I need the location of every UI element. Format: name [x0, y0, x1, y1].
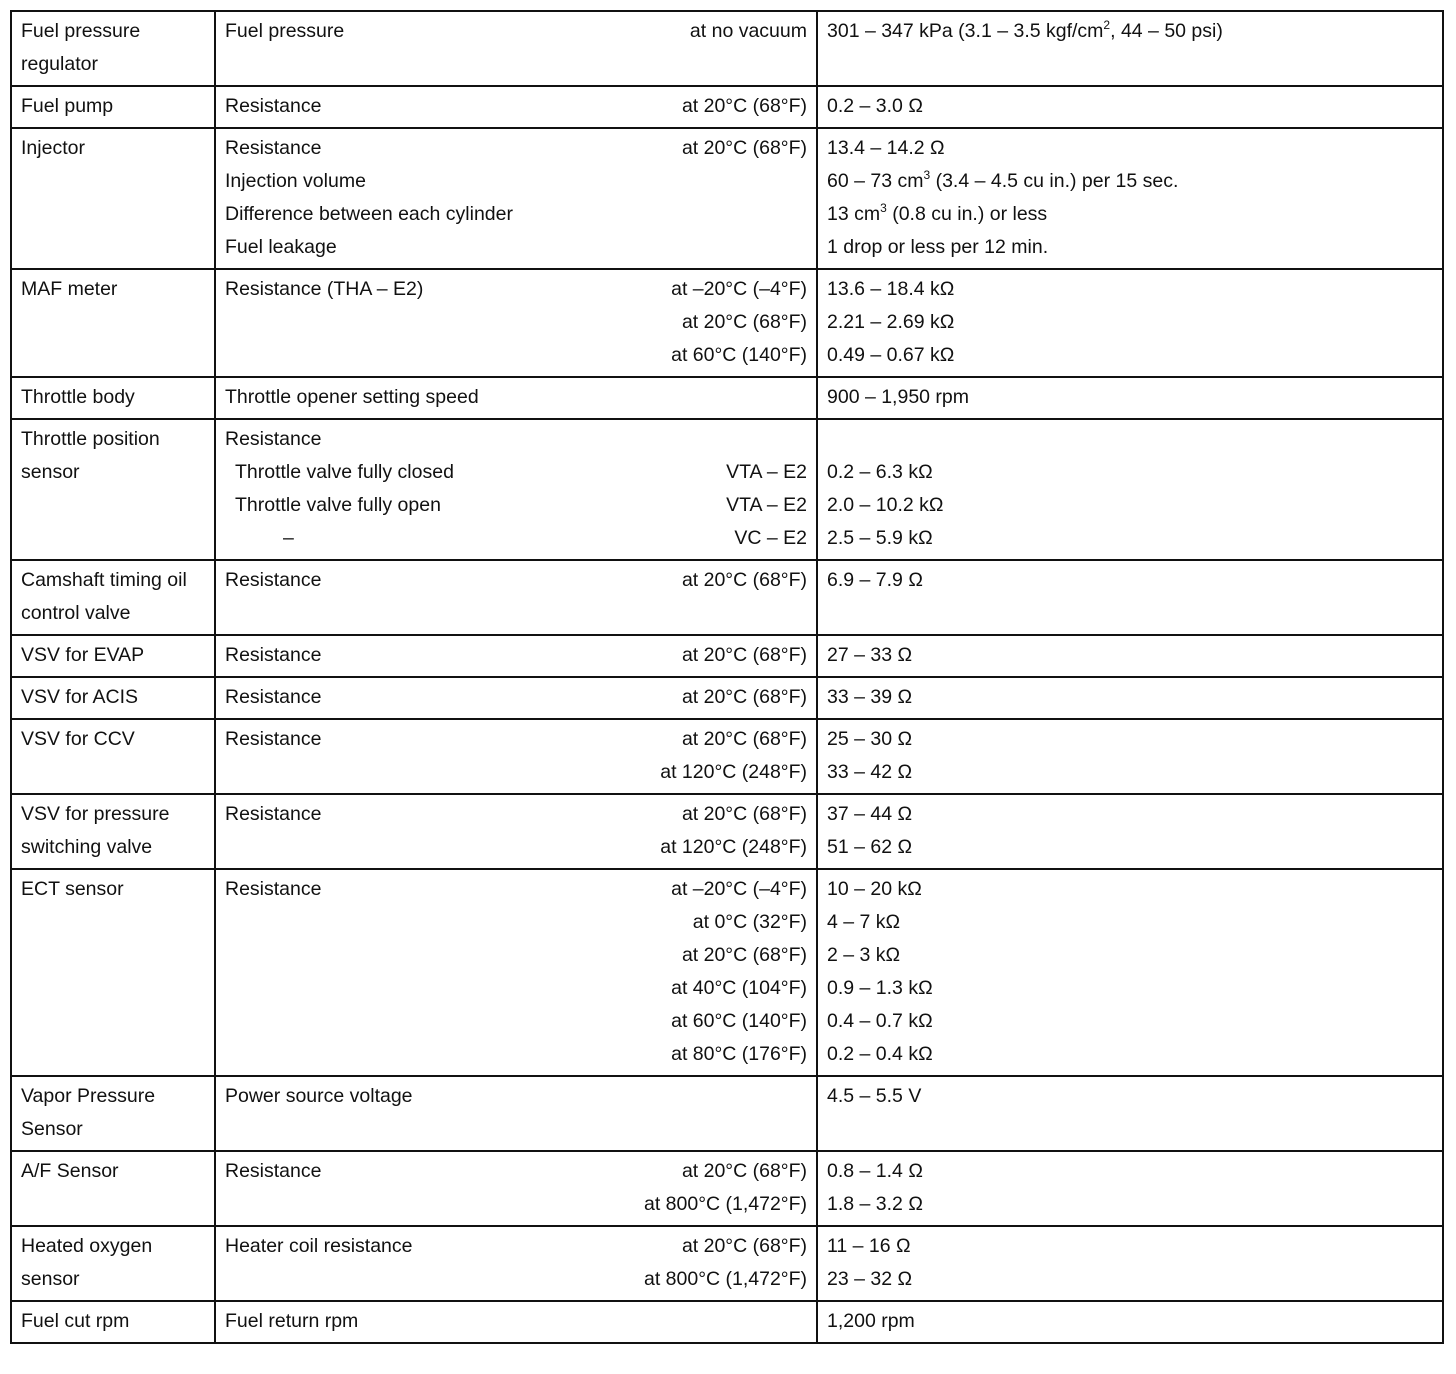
table-row-injector — [11, 128, 1443, 269]
item-label: Difference between each cylinder — [225, 203, 513, 225]
condition-label: at 20°C (68°F) — [681, 728, 807, 750]
table-row-ect-sensor — [11, 869, 1443, 1076]
item-cell — [215, 635, 817, 677]
spec-value: 0.2 – 0.4 kΩ — [827, 1043, 933, 1065]
condition-label: VTA – E2 — [726, 461, 807, 483]
item-label: Resistance — [225, 569, 322, 591]
table-row-fuel-pressure-regulator — [11, 11, 1443, 86]
table-row-af-sensor — [11, 1151, 1443, 1226]
condition-label: at 20°C (68°F) — [681, 1235, 807, 1257]
spec-value: 13.6 – 18.4 kΩ — [827, 278, 955, 300]
item-label: Fuel return rpm — [225, 1310, 359, 1332]
item-label: Heater coil resistance — [225, 1235, 413, 1257]
value-cell — [817, 86, 1443, 128]
condition-label: at 20°C (68°F) — [681, 95, 807, 117]
component-cell — [11, 560, 215, 635]
spec-value: 1,200 rpm — [827, 1310, 915, 1332]
condition-label: at 20°C (68°F) — [681, 311, 807, 333]
condition-label: at 20°C (68°F) — [681, 644, 807, 666]
component-cell — [11, 635, 215, 677]
component-name: VSV for pressure switching valve — [21, 803, 170, 858]
value-cell — [817, 719, 1443, 794]
component-cell — [11, 377, 215, 419]
component-cell — [11, 869, 215, 1076]
spec-value: 10 – 20 kΩ — [827, 878, 922, 900]
item-cell — [215, 794, 817, 869]
value-cell — [817, 1076, 1443, 1151]
spec-value: 2.21 – 2.69 kΩ — [827, 311, 955, 333]
item-cell — [215, 869, 817, 1076]
value-cell — [817, 11, 1443, 86]
component-name: Fuel cut rpm — [21, 1310, 130, 1332]
value-cell — [817, 1226, 1443, 1301]
item-label: Throttle valve fully closed — [235, 461, 454, 483]
spec-value: 51 – 62 Ω — [827, 836, 913, 858]
spec-value: 0.9 – 1.3 kΩ — [827, 977, 933, 999]
item-cell — [215, 1151, 817, 1226]
value-cell — [817, 869, 1443, 1076]
spec-value: 11 – 16 Ω — [827, 1235, 911, 1257]
spec-value: 33 – 42 Ω — [827, 761, 913, 783]
spec-value: 0.4 – 0.7 kΩ — [827, 1010, 933, 1032]
value-cell — [817, 377, 1443, 419]
component-name: VSV for ACIS — [21, 686, 139, 708]
component-name: Throttle body — [21, 386, 135, 408]
item-label: Resistance — [225, 686, 322, 708]
item-label: Resistance — [225, 1160, 322, 1182]
value-cell — [817, 560, 1443, 635]
item-label: Resistance — [225, 644, 322, 666]
component-cell — [11, 1076, 215, 1151]
item-cell — [215, 560, 817, 635]
condition-label: at 20°C (68°F) — [681, 137, 807, 159]
item-cell — [215, 11, 817, 86]
item-label: Resistance — [225, 137, 322, 159]
specification-table — [10, 10, 1444, 1344]
component-name: VSV for EVAP — [21, 644, 145, 666]
condition-label: at 20°C (68°F) — [681, 944, 807, 966]
spec-value: 1.8 – 3.2 Ω — [827, 1193, 923, 1215]
spec-value: 1 drop or less per 12 min. — [827, 236, 1049, 258]
spec-value: 0.2 – 6.3 kΩ — [827, 461, 933, 483]
condition-label: VC – E2 — [734, 527, 807, 549]
value-cell — [817, 1301, 1443, 1343]
condition-label: at 120°C (248°F) — [660, 836, 807, 858]
item-label: Throttle valve fully open — [235, 494, 441, 516]
spec-value: 0.2 – 3.0 Ω — [827, 95, 923, 117]
item-label: Power source voltage — [225, 1085, 413, 1107]
item-label: Injection volume — [225, 170, 366, 192]
component-cell — [11, 11, 215, 86]
spec-value: 13.4 – 14.2 Ω — [827, 137, 945, 159]
spec-value: 2.5 – 5.9 kΩ — [827, 527, 933, 549]
condition-label: at 20°C (68°F) — [681, 686, 807, 708]
spec-value: 6.9 – 7.9 Ω — [827, 569, 923, 591]
component-cell — [11, 1226, 215, 1301]
value-cell — [817, 635, 1443, 677]
table-row-fuel-cut-rpm — [11, 1301, 1443, 1343]
spec-value: 301 – 347 kPa (3.1 – 3.5 kgf/$cm^2$, 44 – 50 psi) — [827, 17, 1223, 42]
spec-value: 900 – 1,950 rpm — [827, 386, 970, 408]
item-cell — [215, 377, 817, 419]
value-cell — [817, 269, 1443, 377]
component-name: Fuel pressure regulator — [21, 20, 141, 75]
table-row-throttle-body — [11, 377, 1443, 419]
condition-label: at 60°C (140°F) — [671, 344, 807, 366]
spec-value: 13 $cm^3$ (0.8 cu in.) or less — [827, 200, 1048, 225]
table-row-vsv-ccv — [11, 719, 1443, 794]
component-name: A/F Sensor — [21, 1160, 119, 1182]
item-label: Fuel pressure — [225, 20, 345, 42]
condition-label: at –20°C (–4°F) — [671, 278, 807, 300]
value-cell — [817, 1151, 1443, 1226]
spec-value: 60 – 73 $cm^3$ (3.4 – 4.5 cu in.) per 15 sec. — [827, 167, 1179, 192]
item-cell — [215, 1226, 817, 1301]
component-cell — [11, 1151, 215, 1226]
table-row-vsv-acis — [11, 677, 1443, 719]
spec-value: 4.5 – 5.5 V — [827, 1085, 922, 1107]
condition-label: at 0°C (32°F) — [692, 911, 807, 933]
table-row-vapor-pressure-sensor — [11, 1076, 1443, 1151]
condition-label: at 20°C (68°F) — [681, 803, 807, 825]
spec-value: 0.8 – 1.4 Ω — [827, 1160, 923, 1182]
component-cell — [11, 419, 215, 560]
component-cell — [11, 794, 215, 869]
condition-label: at 20°C (68°F) — [681, 569, 807, 591]
component-name: VSV for CCV — [21, 728, 135, 750]
value-cell — [817, 677, 1443, 719]
item-label: Resistance — [225, 878, 322, 900]
value-cell — [817, 794, 1443, 869]
component-cell — [11, 269, 215, 377]
spec-value: 4 – 7 kΩ — [827, 911, 901, 933]
table-row-maf-meter — [11, 269, 1443, 377]
item-label: Resistance (THA – E2) — [225, 278, 424, 300]
item-cell — [215, 269, 817, 377]
item-cell — [215, 1301, 817, 1343]
spec-value: 25 – 30 Ω — [827, 728, 913, 750]
condition-label: at 20°C (68°F) — [681, 1160, 807, 1182]
condition-label: at 800°C (1,472°F) — [643, 1193, 807, 1215]
item-label: – — [283, 527, 294, 549]
spec-value: 0.49 – 0.67 kΩ — [827, 344, 955, 366]
item-label: Resistance — [225, 95, 322, 117]
table-row-fuel-pump — [11, 86, 1443, 128]
item-label: Resistance — [225, 803, 322, 825]
item-cell — [215, 128, 817, 269]
spec-value: 33 – 39 Ω — [827, 686, 913, 708]
item-cell — [215, 677, 817, 719]
spec-value: 23 – 32 Ω — [827, 1268, 913, 1290]
condition-label: at 800°C (1,472°F) — [643, 1268, 807, 1290]
component-name: Injector — [21, 137, 85, 159]
component-cell — [11, 86, 215, 128]
item-cell — [215, 1076, 817, 1151]
component-cell — [11, 1301, 215, 1343]
condition-label: at 80°C (176°F) — [671, 1043, 807, 1065]
table-row-heated-oxygen-sensor — [11, 1226, 1443, 1301]
table-row-vsv-pressure-switching — [11, 794, 1443, 869]
table-row-vsv-evap — [11, 635, 1443, 677]
table-row-throttle-position-sensor — [11, 419, 1443, 560]
condition-label: at 60°C (140°F) — [671, 1010, 807, 1032]
condition-label: at –20°C (–4°F) — [671, 878, 807, 900]
component-cell — [11, 719, 215, 794]
spec-value: 37 – 44 Ω — [827, 803, 913, 825]
component-name: Camshaft timing oil control valve — [21, 569, 187, 624]
component-name: Vapor Pressure Sensor — [21, 1085, 156, 1140]
value-cell — [817, 128, 1443, 269]
item-cell — [215, 419, 817, 560]
component-name: MAF meter — [21, 278, 118, 300]
item-label: Throttle opener setting speed — [225, 386, 479, 408]
component-name: Heated oxygen sensor — [21, 1235, 153, 1290]
item-cell — [215, 86, 817, 128]
component-cell — [11, 128, 215, 269]
table-row-camshaft-timing-ocv — [11, 560, 1443, 635]
item-label: Fuel leakage — [225, 236, 337, 258]
component-name: Fuel pump — [21, 95, 114, 117]
spec-value: 27 – 33 Ω — [827, 644, 913, 666]
item-cell — [215, 719, 817, 794]
component-name: Throttle position sensor — [21, 428, 160, 483]
condition-label: at no vacuum — [689, 20, 807, 42]
condition-label: VTA – E2 — [726, 494, 807, 516]
component-name: ECT sensor — [21, 878, 124, 900]
value-cell — [817, 419, 1443, 560]
condition-label: at 40°C (104°F) — [671, 977, 807, 999]
spec-value: 2 – 3 kΩ — [827, 944, 901, 966]
item-label: Resistance — [225, 428, 322, 450]
item-label: Resistance — [225, 728, 322, 750]
component-cell — [11, 677, 215, 719]
spec-value: 2.0 – 10.2 kΩ — [827, 494, 944, 516]
condition-label: at 120°C (248°F) — [660, 761, 807, 783]
